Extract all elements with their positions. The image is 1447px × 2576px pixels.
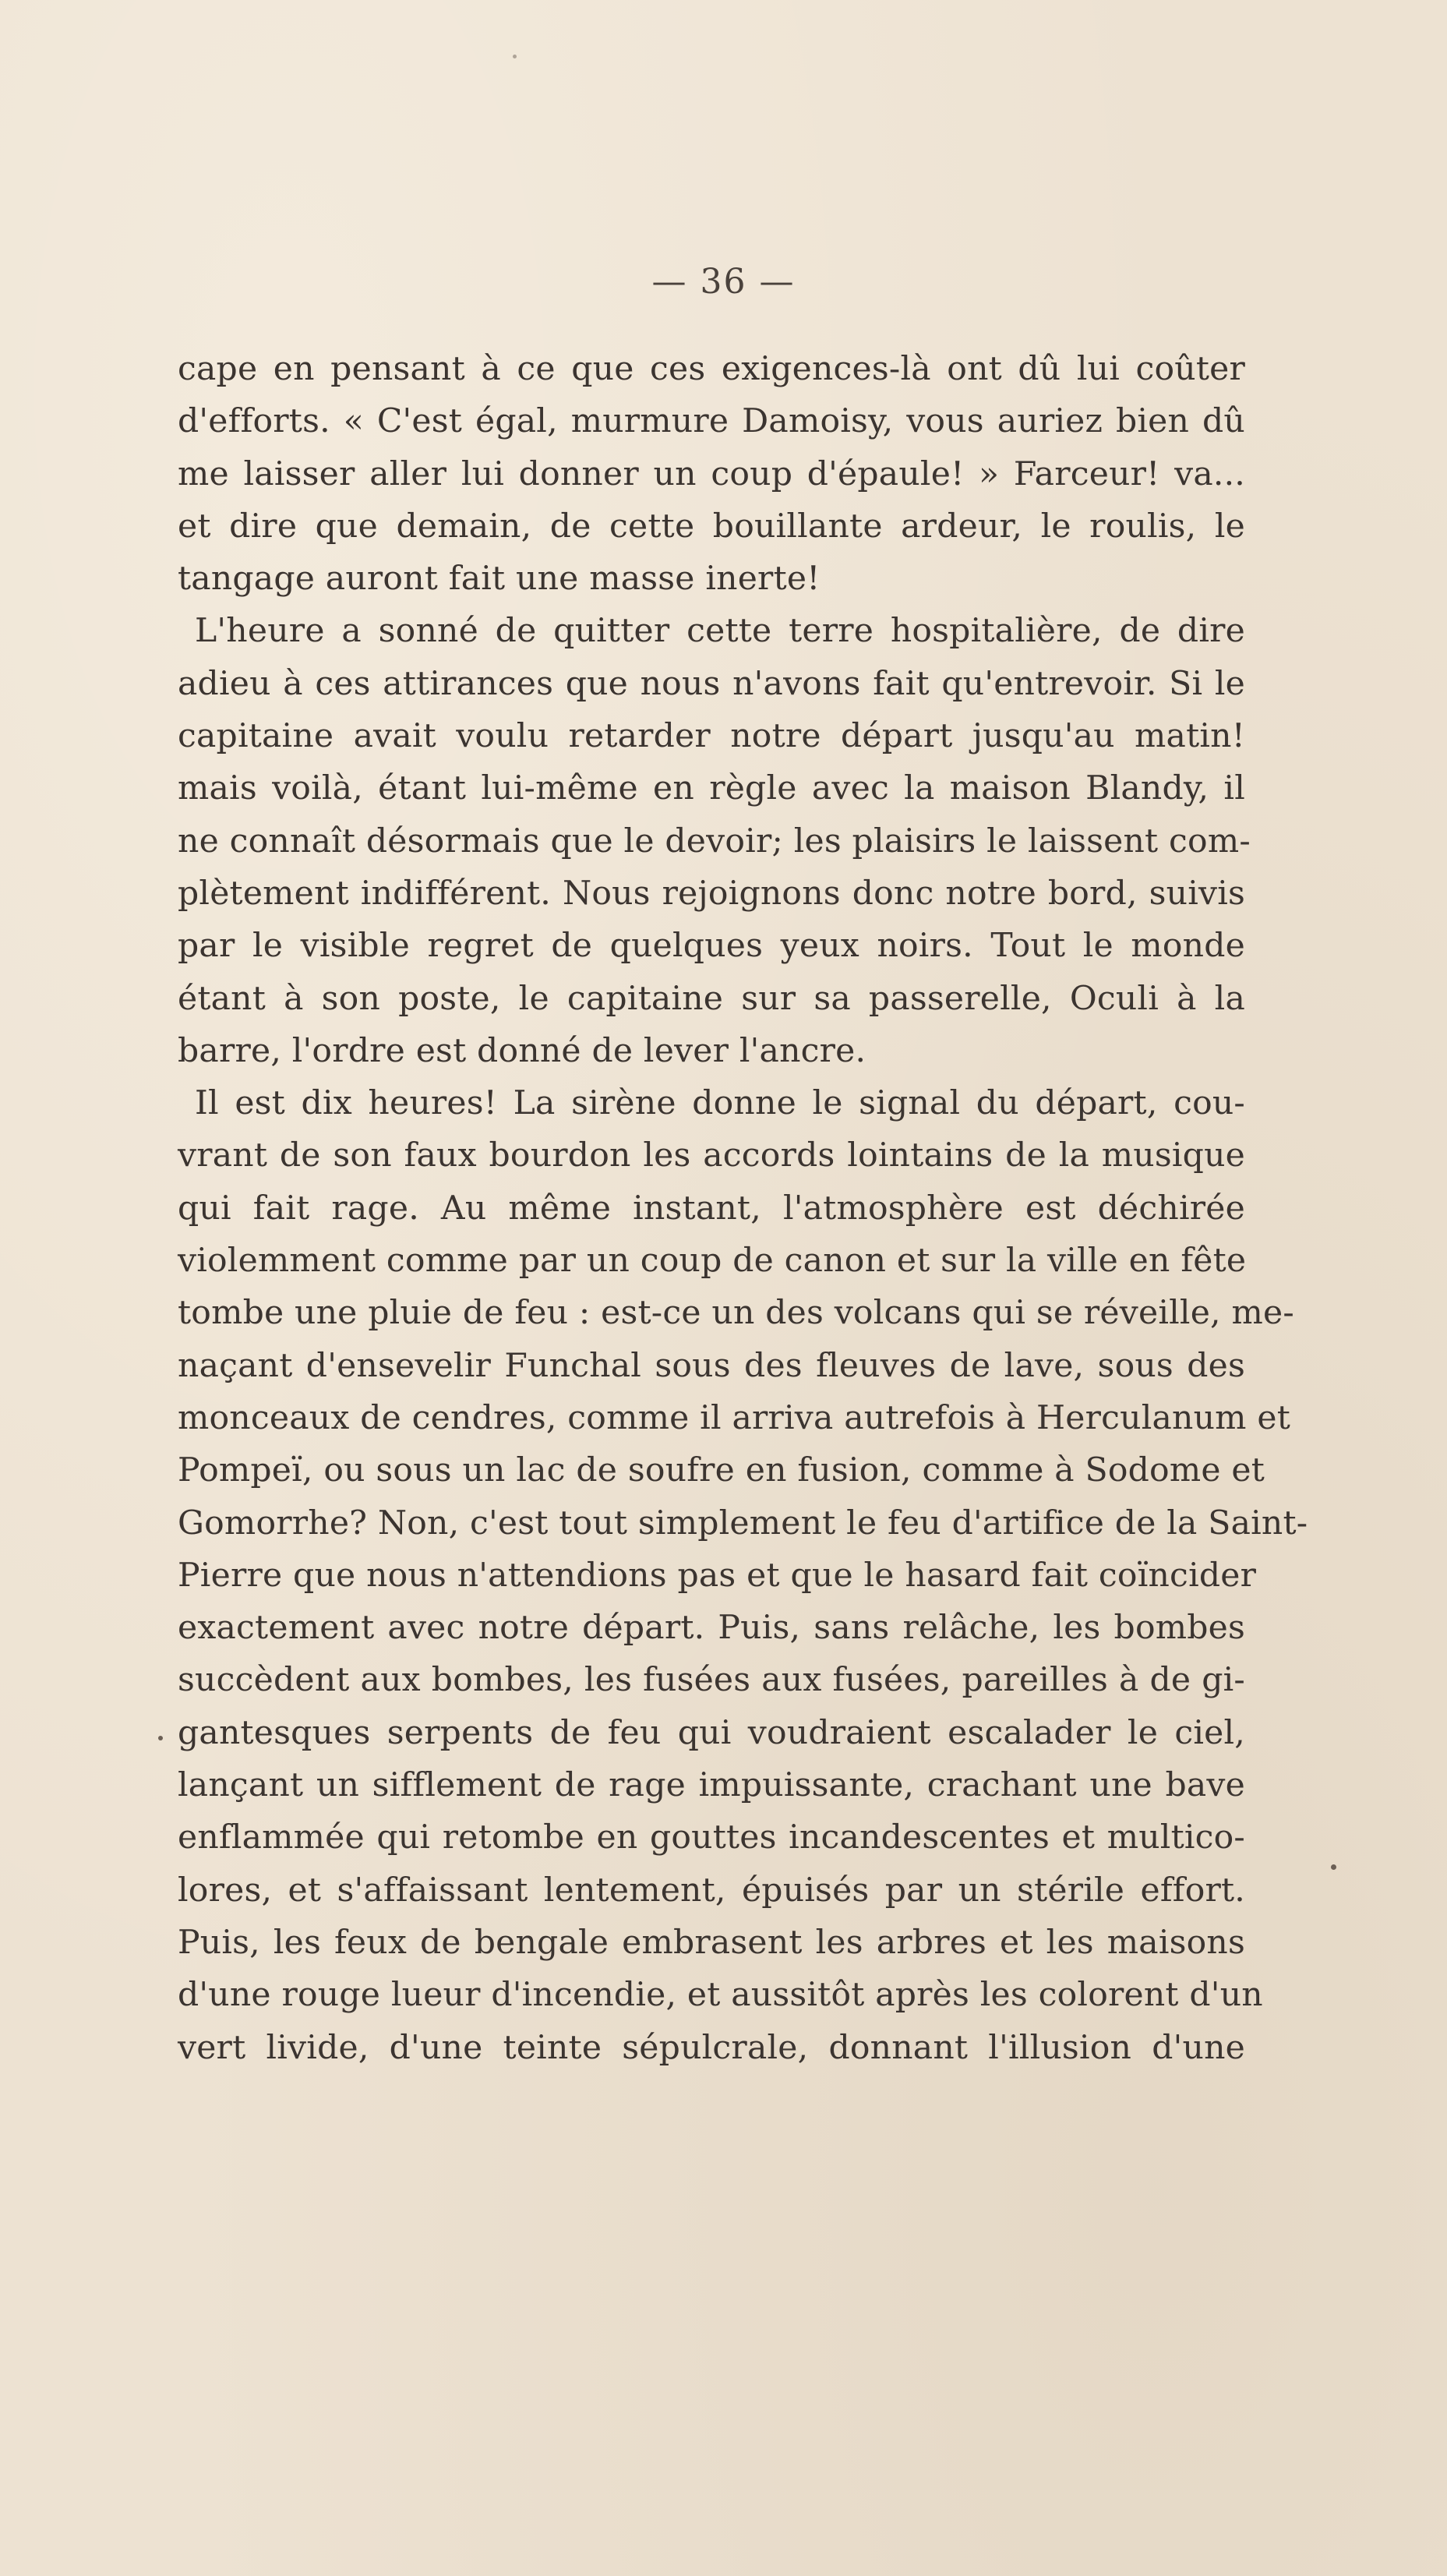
text-line: Il est dix heures! La sirène donne le signal du départ, cou- [195,1084,1245,1123]
text-line: Puis, les feux de bengale embrasent les arbres et les maisons [178,1923,1245,1962]
text-line: tangage auront fait une masse inerte! [178,560,821,599]
text-line: adieu à ces attirances que nous n'avons fait qu'entrevoir. Si le [178,664,1245,703]
text-line: me laisser aller lui donner un coup d'épaule! » Farceur! va... [178,454,1245,493]
text-line: mais voilà, étant lui-même en règle avec la maison Blandy, il [178,769,1245,808]
text-line: capitaine avait voulu retarder notre départ jusqu'au matin! [178,717,1245,756]
text-line: qui fait rage. Au même instant, l'atmosphère est déchirée [178,1189,1245,1228]
text-line: d'efforts. « C'est égal, murmure Damoisy, vous auriez bien dû [178,402,1245,441]
text-line: exactement avec notre départ. Puis, sans relâche, les bombes [178,1609,1245,1648]
text-line: tombe une pluie de feu : est-ce un des volcans qui se réveille, me- [178,1294,1294,1333]
text-line: lores, et s'affaissant lentement, épuisés par un stérile effort. [178,1871,1245,1910]
text-line: et dire que demain, de cette bouillante ardeur, le roulis, le [178,507,1245,546]
text-line: cape en pensant à ce que ces exigences-là ont dû lui coûter [178,350,1245,388]
page-number: — 36 — [651,262,796,302]
text-line: Pompeï, ou sous un lac de soufre en fusion, comme à Sodome et [178,1451,1265,1490]
text-line: barre, l'ordre est donné de lever l'ancre. [178,1031,866,1070]
text-line: vrant de son faux bourdon les accords lointains de la musique [178,1136,1245,1175]
text-line: ne connaît désormais que le devoir; les plaisirs le laissent com- [178,822,1251,860]
text-line: plètement indifférent. Nous rejoignons donc notre bord, suivis [178,874,1245,913]
text-line: d'une rouge lueur d'incendie, et aussitôt après les colorent d'un [178,1976,1263,2015]
text-line: L'heure a sonné de quitter cette terre hospitalière, de dire [195,612,1245,651]
text-line: succèdent aux bombes, les fusées aux fusées, pareilles à de gi- [178,1661,1245,1700]
text-line: Pierre que nous n'attendions pas et que le hasard fait coïncider [178,1556,1257,1595]
text-line: Gomorrhe? Non, c'est tout simplement le feu d'artifice de la Saint- [178,1504,1308,1542]
paper-speck [1331,1864,1336,1870]
text-line: gantesques serpents de feu qui voudraient escalader le ciel, [178,1713,1245,1752]
text-line: étant à son poste, le capitaine sur sa passerelle, Oculi à la [178,979,1245,1018]
text-line: enflammée qui retombe en gouttes incandescentes et multico- [178,1818,1245,1857]
paper-speck [513,55,517,58]
text-line: vert livide, d'une teinte sépulcrale, donnant l'illusion d'une [178,2028,1245,2067]
text-line: monceaux de cendres, comme il arriva autrefois à Herculanum et [178,1398,1291,1437]
text-line: par le visible regret de quelques yeux noirs. Tout le monde [178,927,1245,966]
paper-speck [158,1736,163,1740]
body-text [178,343,1308,2074]
text-line: violemment comme par un coup de canon et sur la ville en fête [178,1242,1247,1281]
text-line: lançant un sifflement de rage impuissante, crachant une bave [178,1766,1245,1805]
text-line: naçant d'ensevelir Funchal sous des fleuves de lave, sous des [178,1346,1245,1385]
